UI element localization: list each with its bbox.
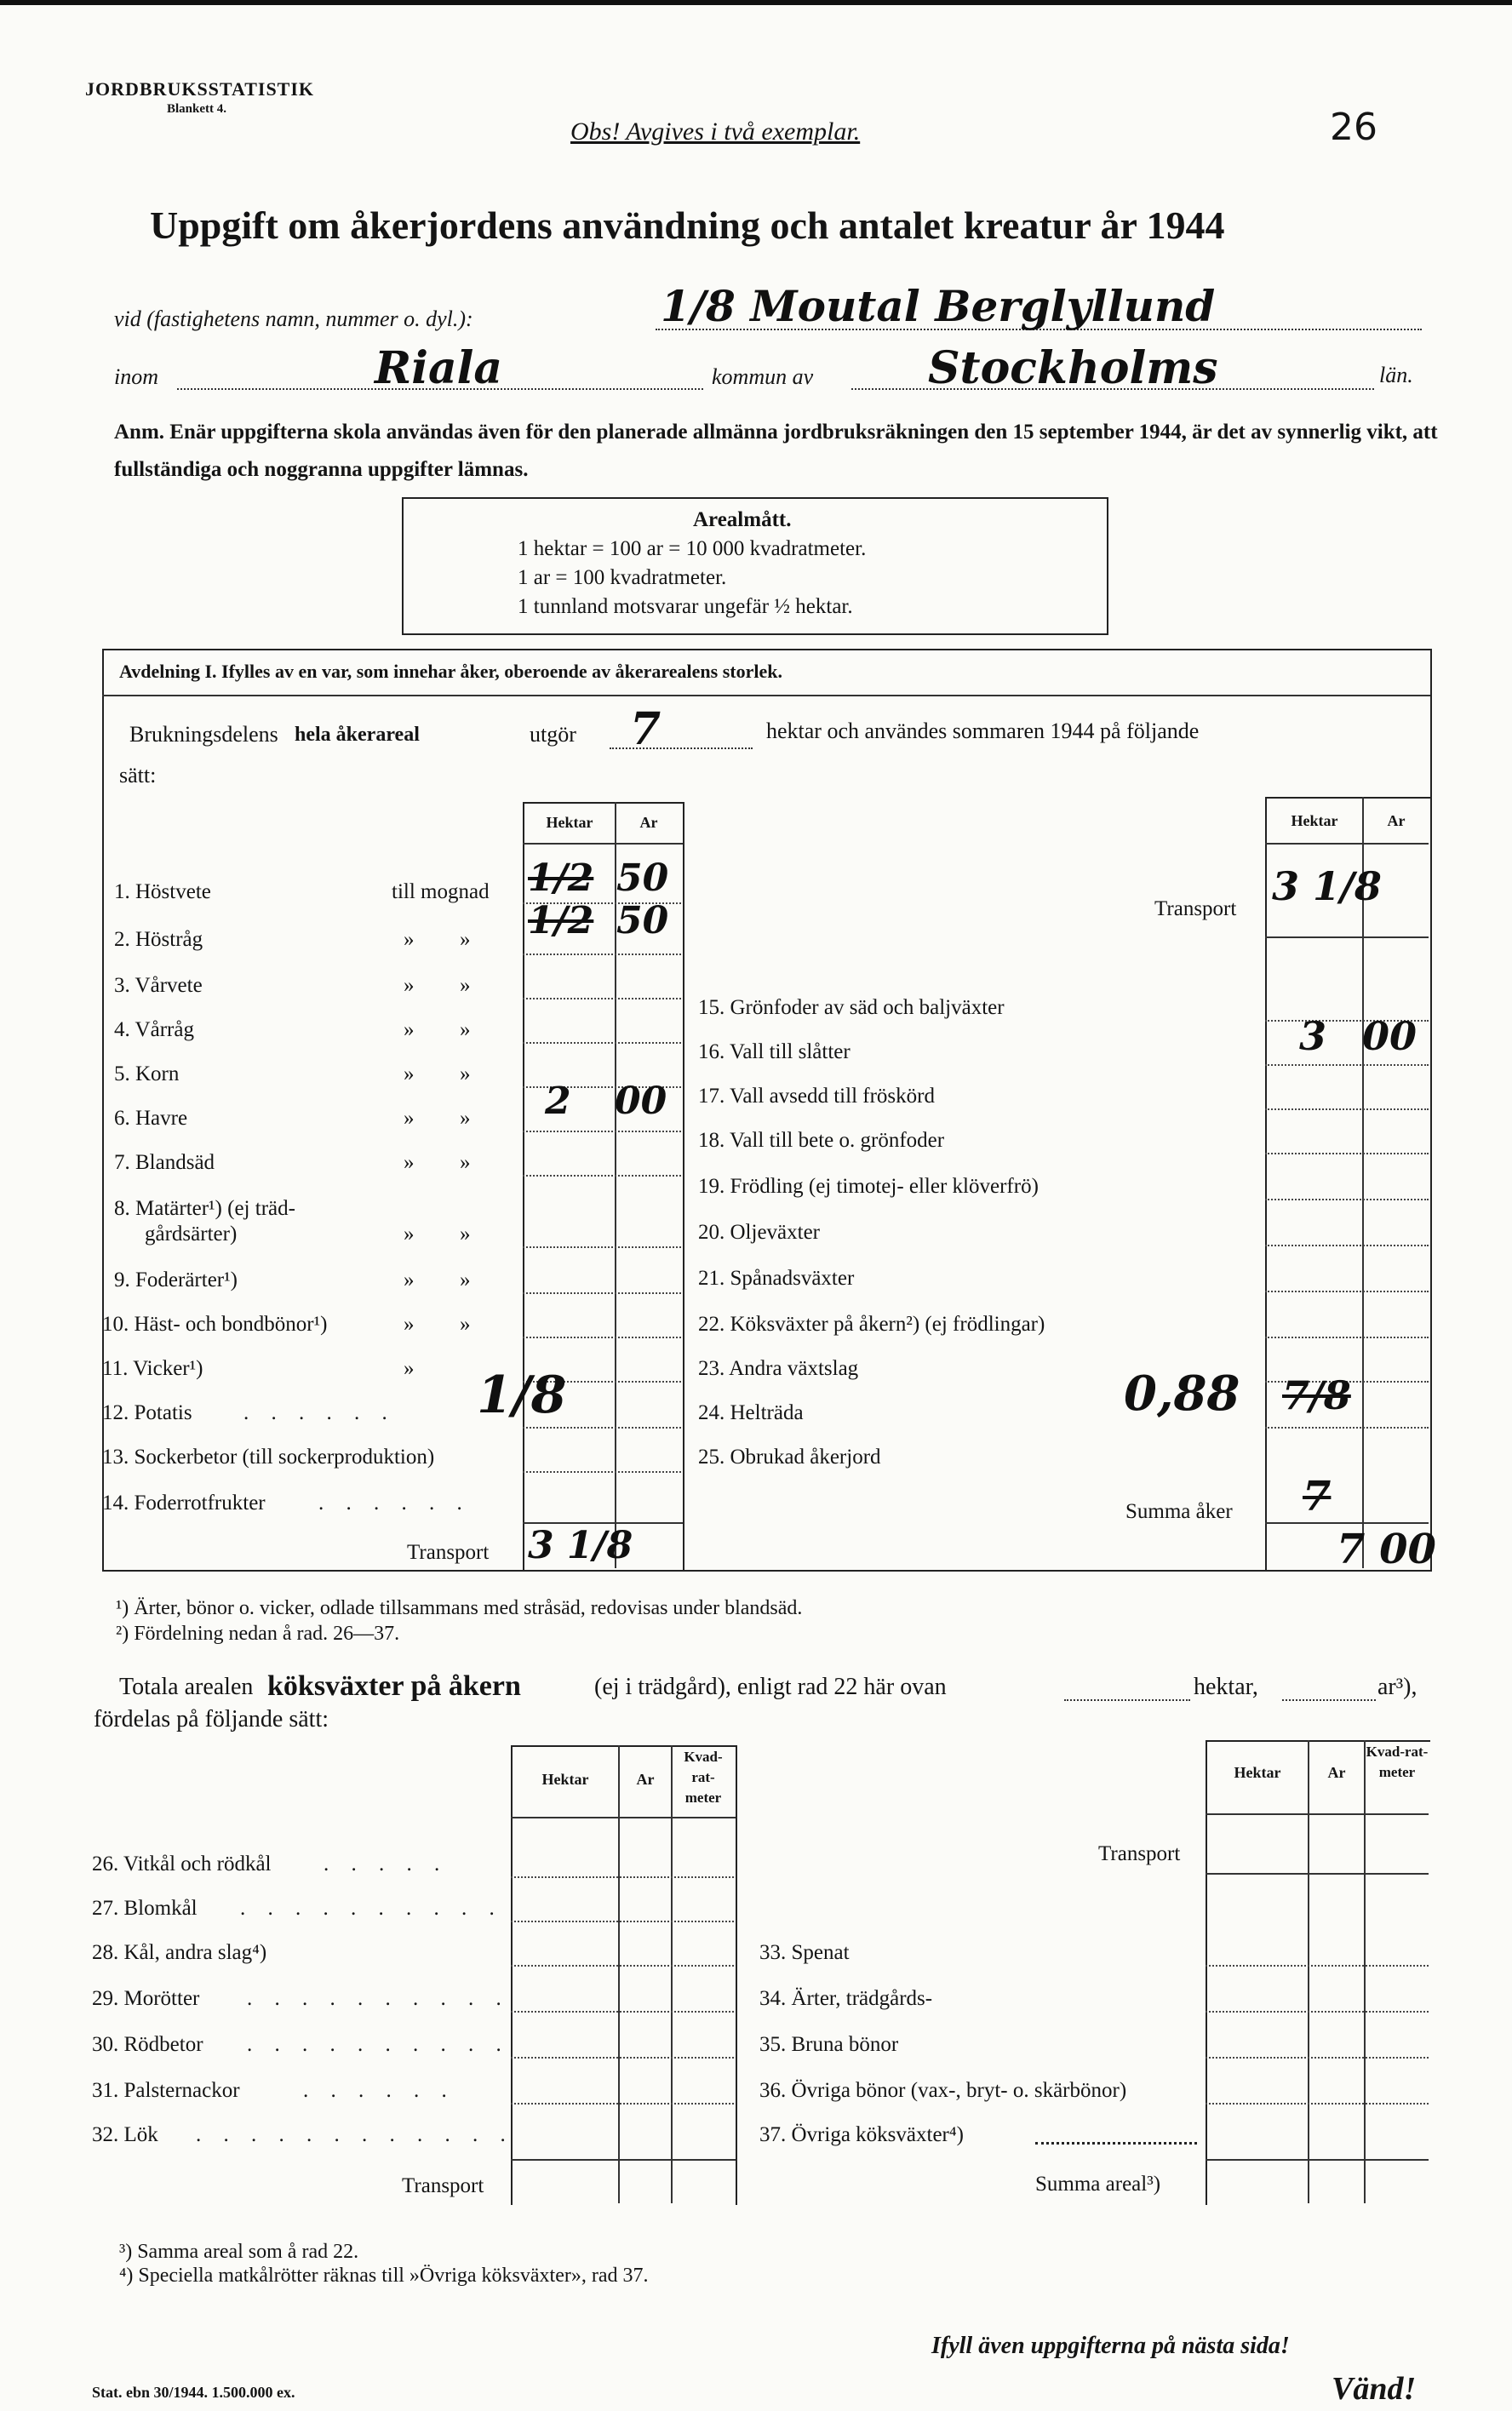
ditto-mark: » xyxy=(404,1223,415,1246)
kok-row-37: 37. Övriga köksväxter⁴) xyxy=(759,2123,964,2146)
kok-left-grid xyxy=(511,1745,737,2205)
right-row-rule xyxy=(1265,1199,1429,1200)
kok-footnote-4: ⁴) Speciella matkålrötter räknas till »Övriga köksväxter», rad 37. xyxy=(119,2265,649,2287)
row-22-label: 22. Köksväxter på åkern²) (ej frödlingar) xyxy=(698,1313,1045,1336)
kok-left-row-rule xyxy=(511,2057,734,2059)
right-row-rule xyxy=(1265,1153,1429,1154)
intro-mid: utgör xyxy=(530,722,576,747)
row-6-hektar: 2 xyxy=(545,1080,571,1123)
kok-right-col-kvm: Kvad-rat-meter xyxy=(1366,1744,1429,1780)
kok-right-transport-rule xyxy=(1206,1873,1429,1875)
property-value: 1/8 Moutal Berglyllund xyxy=(661,281,1216,331)
row-1-label: 1. Höstvete xyxy=(114,880,211,903)
intro-bold: hela åkerareal xyxy=(295,724,420,746)
avdelning1-heading: Avdelning I. Ifylles av en var, som innehar åker, oberoende av åkerarealens storlek. xyxy=(119,661,782,682)
kok-row-30: 30. Rödbetor xyxy=(92,2033,203,2056)
intro-post: hektar och användes sommaren 1944 på följande xyxy=(766,719,1200,743)
left-row-rule xyxy=(523,1292,681,1294)
transport-label: Transport xyxy=(407,1541,490,1564)
summa-label: Summa åker xyxy=(1125,1500,1233,1523)
left-row-rule xyxy=(523,1175,681,1177)
left-row-rule xyxy=(523,1471,681,1473)
row-2-ar: 50 xyxy=(616,899,669,942)
summa-value: 7 00 xyxy=(1337,1526,1436,1573)
right-table-header-rule xyxy=(1265,843,1429,845)
arealmatt-line-1: 1 hektar = 100 ar = 10 000 kvadratmeter. xyxy=(518,537,867,560)
row-19-label: 19. Frödling (ej timotej- eller klöverfrö) xyxy=(698,1175,1039,1198)
right-col-hektar: Hektar xyxy=(1291,812,1338,829)
kok-left-header-rule xyxy=(511,1817,736,1818)
dot-leader: . . . . . xyxy=(324,1853,449,1876)
left-row-rule xyxy=(523,1042,681,1044)
row-20-label: 20. Oljeväxter xyxy=(698,1221,821,1244)
kok-right-header-rule xyxy=(1206,1813,1429,1815)
anm-note: Anm. Enär uppgifterna skola användas även för den planerade allmänna jordbruksräkningen den 15 september 1944, är det av synnerlig vikt, att fullständiga och noggranna uppgifter lämnas. xyxy=(114,421,1438,481)
kok-row-32: 32. Lök xyxy=(92,2123,158,2146)
row-18-label: 18. Vall till bete o. grönfoder xyxy=(698,1129,945,1152)
ditto-mark: » xyxy=(460,1223,471,1246)
kok-right-divider-1 xyxy=(1308,1740,1309,2203)
kok-left-col-ar: Ar xyxy=(636,1771,655,1788)
right-summa-rule xyxy=(1265,1522,1429,1524)
row-8-label: 8. Matärter¹) (ej träd- xyxy=(114,1197,295,1220)
kok-right-row-rule xyxy=(1206,2057,1429,2059)
row-3-label: 3. Vårvete xyxy=(114,974,203,997)
kok-right-grid xyxy=(1206,1740,1430,2205)
left-row-rule xyxy=(523,1337,681,1338)
row-14-label: 14. Foderrotfrukter xyxy=(102,1492,266,1515)
row-16-ar: 00 xyxy=(1362,1013,1418,1059)
left-col-hektar: Hektar xyxy=(546,814,593,831)
kok-left-row-rule xyxy=(511,2103,734,2105)
lan-label: län. xyxy=(1379,363,1413,387)
row-25-label: 25. Obrukad åkerjord xyxy=(698,1446,881,1469)
right-row-rule xyxy=(1265,1245,1429,1246)
ditto-mark: » xyxy=(460,928,471,951)
kok-left-transport-rule xyxy=(511,2159,736,2161)
row-8-label-cont: gårdsärter) xyxy=(145,1223,238,1246)
kok-row-35: 35. Bruna bönor xyxy=(759,2033,899,2056)
row-21-label: 21. Spånadsväxter xyxy=(698,1267,855,1290)
kok-right-col-hektar: Hektar xyxy=(1234,1764,1281,1781)
inom-label: inom xyxy=(114,364,158,389)
kok-row-36: 36. Övriga bönor (vax-, bryt- o. skärbönor) xyxy=(759,2079,1127,2102)
row-24-hektar: 0,88 xyxy=(1124,1366,1240,1422)
row-12-hektar: 1/8 xyxy=(477,1366,567,1425)
print-info: Stat. ebn 30/1944. 1.500.000 ex. xyxy=(92,2384,295,2401)
kok-ar-line xyxy=(1282,1696,1376,1701)
arealmatt-title: Arealmått. xyxy=(693,508,792,531)
kok-row-26: 26. Vitkål och rödkål xyxy=(92,1853,272,1876)
row-2-hektar: 1/2 xyxy=(528,899,594,942)
kommun-label: kommun av xyxy=(712,364,814,389)
row-10-label: 10. Häst- och bondbönor¹) xyxy=(102,1313,328,1336)
row-16-hektar: 3 xyxy=(1299,1013,1327,1059)
ditto-mark: » xyxy=(460,1268,471,1291)
row-24-label: 24. Helträda xyxy=(698,1401,804,1424)
ditto-mark: » xyxy=(460,1313,471,1336)
right-table-grid xyxy=(1265,797,1430,1570)
ditto-mark: » xyxy=(404,928,415,951)
form-id: Blankett 4. xyxy=(167,102,227,116)
ditto-mark: » xyxy=(460,1107,471,1130)
arealmatt-line-2: 1 ar = 100 kvadratmeter. xyxy=(518,566,727,589)
kok-left-row-rule xyxy=(511,1876,734,1878)
avdelning1-heading-rule xyxy=(102,695,1430,696)
dot-leader: . . . . . . . . . . xyxy=(247,1987,510,2010)
row-23-label: 23. Andra växtslag xyxy=(698,1357,859,1380)
kok-right-col-ar: Ar xyxy=(1327,1764,1346,1781)
mogen-label: till mognad xyxy=(392,880,490,903)
dot-leader: . . . . . . xyxy=(243,1401,396,1424)
row-4-label: 4. Vårråg xyxy=(114,1018,194,1041)
ditto-mark: » xyxy=(460,974,471,997)
right-row-rule xyxy=(1265,1064,1429,1066)
arealmatt-line-3: 1 tunnland motsvarar ungefär ½ hektar. xyxy=(518,595,853,618)
row-5-label: 5. Korn xyxy=(114,1062,180,1085)
row-11-label: 11. Vicker¹) xyxy=(102,1357,203,1380)
kok-row-31: 31. Palsternackor xyxy=(92,2079,240,2102)
kok-left-divider-2 xyxy=(671,1745,673,2203)
right-row-rule xyxy=(1265,1108,1429,1110)
ditto-mark: » xyxy=(404,1313,415,1336)
turn-note: Vänd! xyxy=(1332,2371,1417,2407)
dot-leader: . . . . . . xyxy=(318,1492,471,1515)
kok-row-27: 27. Blomkål xyxy=(92,1897,198,1920)
row-6-label: 6. Havre xyxy=(114,1107,188,1130)
kok-footnote-3: ³) Samma areal som å rad 22. xyxy=(119,2241,359,2263)
ditto-mark: » xyxy=(404,1018,415,1041)
left-col-ar: Ar xyxy=(639,814,658,831)
right-row-rule xyxy=(1265,1337,1429,1338)
kok-row-29: 29. Morötter xyxy=(92,1987,200,2010)
footnote-2: ²) Fördelning nedan å rad. 26—37. xyxy=(116,1623,400,1645)
ditto-mark: » xyxy=(460,1018,471,1041)
row-24-ar: 7/8 xyxy=(1282,1372,1351,1418)
lan-value: Stockholms xyxy=(928,342,1218,394)
row-17-label: 17. Vall avsedd till fröskörd xyxy=(698,1085,935,1108)
dot-leader: . . . . . . . . . . . . xyxy=(196,2123,514,2146)
footnote-1: ¹) Ärter, bönor o. vicker, odlade tillsammans med stråsäd, redovisas under blandsäd. xyxy=(116,1597,803,1619)
kok-hektar-label: hektar, xyxy=(1194,1674,1258,1700)
left-table-header-rule xyxy=(523,843,683,845)
property-label: vid (fastighetens namn, nummer o. dyl.): xyxy=(114,306,473,331)
transport-value: 3 1/8 xyxy=(528,1524,633,1567)
intro-pre: Brukningsdelens xyxy=(129,722,278,747)
ditto-mark: » xyxy=(404,1151,415,1174)
kok-intro-bold: köksväxter på åkern xyxy=(267,1670,521,1702)
left-row-rule xyxy=(523,1246,681,1248)
ditto-mark: » xyxy=(460,1062,471,1085)
left-row-rule xyxy=(523,954,681,955)
kok-hektar-line xyxy=(1064,1696,1190,1701)
right-col-ar: Ar xyxy=(1387,812,1406,829)
kok-right-row-rule xyxy=(1206,1965,1429,1967)
kok-row-34: 34. Ärter, trädgårds- xyxy=(759,1987,933,2010)
ditto-mark: » xyxy=(404,974,415,997)
kok-left-col-hektar: Hektar xyxy=(541,1771,589,1788)
kok-right-row-rule xyxy=(1206,2103,1429,2105)
right-transport-label: Transport xyxy=(1154,897,1237,920)
kok-ar-label: ar³), xyxy=(1377,1674,1418,1700)
right-transport-value: 3 1/8 xyxy=(1272,863,1382,909)
kommun-value: Riala xyxy=(375,342,503,394)
dot-leader: . . . . . . . . . . xyxy=(247,2033,510,2056)
intro-end: sätt: xyxy=(119,763,157,787)
kok-right-summa-rule xyxy=(1206,2159,1429,2161)
row-1-ar: 50 xyxy=(616,856,669,900)
arealmatt-box xyxy=(402,497,1108,635)
right-row-rule xyxy=(1265,1291,1429,1292)
row-12-label: 12. Potatis xyxy=(102,1401,192,1424)
total-value: 7 xyxy=(630,703,662,755)
row-13-label: 13. Sockerbetor (till sockerproduktion) xyxy=(102,1446,435,1469)
kok-left-col-kvm: Kvad-rat-meter xyxy=(684,1749,723,1806)
kok-left-divider-1 xyxy=(618,1745,620,2203)
avdelning1-frame xyxy=(102,649,1432,1572)
kok-left-row-rule xyxy=(511,1965,734,1967)
row-2-label: 2. Höstråg xyxy=(114,928,203,951)
row-7-label: 7. Blandsäd xyxy=(114,1151,215,1174)
right-row-rule xyxy=(1265,1427,1429,1429)
kok-transport-label: Transport xyxy=(402,2174,484,2197)
left-row-rule xyxy=(523,998,681,999)
ditto-mark: » xyxy=(404,1268,415,1291)
ditto-mark: » xyxy=(404,1357,415,1380)
kok-right-row-rule xyxy=(1206,2011,1429,2013)
org-name: JORDBRUKSSTATISTIK xyxy=(85,78,315,100)
kok-right-divider-2 xyxy=(1364,1740,1366,2203)
row-9-label: 9. Foderärter¹) xyxy=(114,1268,238,1291)
ditto-mark: » xyxy=(404,1107,415,1130)
kok-right-transport-label: Transport xyxy=(1098,1842,1181,1865)
kok-row-37-underline xyxy=(1035,2142,1197,2145)
right-table-divider xyxy=(1362,797,1364,1568)
left-row-rule xyxy=(523,1427,681,1429)
row-15-label: 15. Grönfoder av säd och baljväxter xyxy=(698,996,1005,1019)
ditto-mark: » xyxy=(460,1151,471,1174)
ditto-mark: » xyxy=(404,1062,415,1085)
kok-intro-pre: Totala arealen xyxy=(119,1674,254,1700)
row-6-ar: 00 xyxy=(615,1080,667,1123)
kok-summa-label: Summa areal³) xyxy=(1035,2173,1161,2196)
left-row-rule xyxy=(523,1131,681,1132)
kok-intro-mid: (ej i trädgård), enligt rad 22 här ovan xyxy=(594,1674,947,1700)
kok-left-row-rule xyxy=(511,1921,734,1922)
dot-leader: . . . . . . . . . . xyxy=(240,1897,503,1920)
fill-next-note: Ifyll även uppgifterna på nästa sida! xyxy=(931,2333,1290,2359)
kok-intro-end: fördelas på följande sätt: xyxy=(94,1706,329,1732)
notice: Obs! Avgives i två exemplar. xyxy=(570,117,861,146)
right-transport-rule xyxy=(1265,936,1429,938)
summa-struck: 7 xyxy=(1303,1473,1332,1520)
row-16-label: 16. Vall till slåtter xyxy=(698,1040,850,1063)
top-border xyxy=(0,0,1512,5)
kok-row-33: 33. Spenat xyxy=(759,1941,850,1964)
page-title: Uppgift om åkerjordens användning och antalet kreatur år 1944 xyxy=(150,203,1225,247)
kok-row-28: 28. Kål, andra slag⁴) xyxy=(92,1941,267,1964)
kok-left-row-rule xyxy=(511,2011,734,2013)
dot-leader: . . . . . . xyxy=(303,2079,455,2102)
row-1-hektar: 1/2 xyxy=(528,856,594,900)
page-number: 26 xyxy=(1330,106,1377,149)
